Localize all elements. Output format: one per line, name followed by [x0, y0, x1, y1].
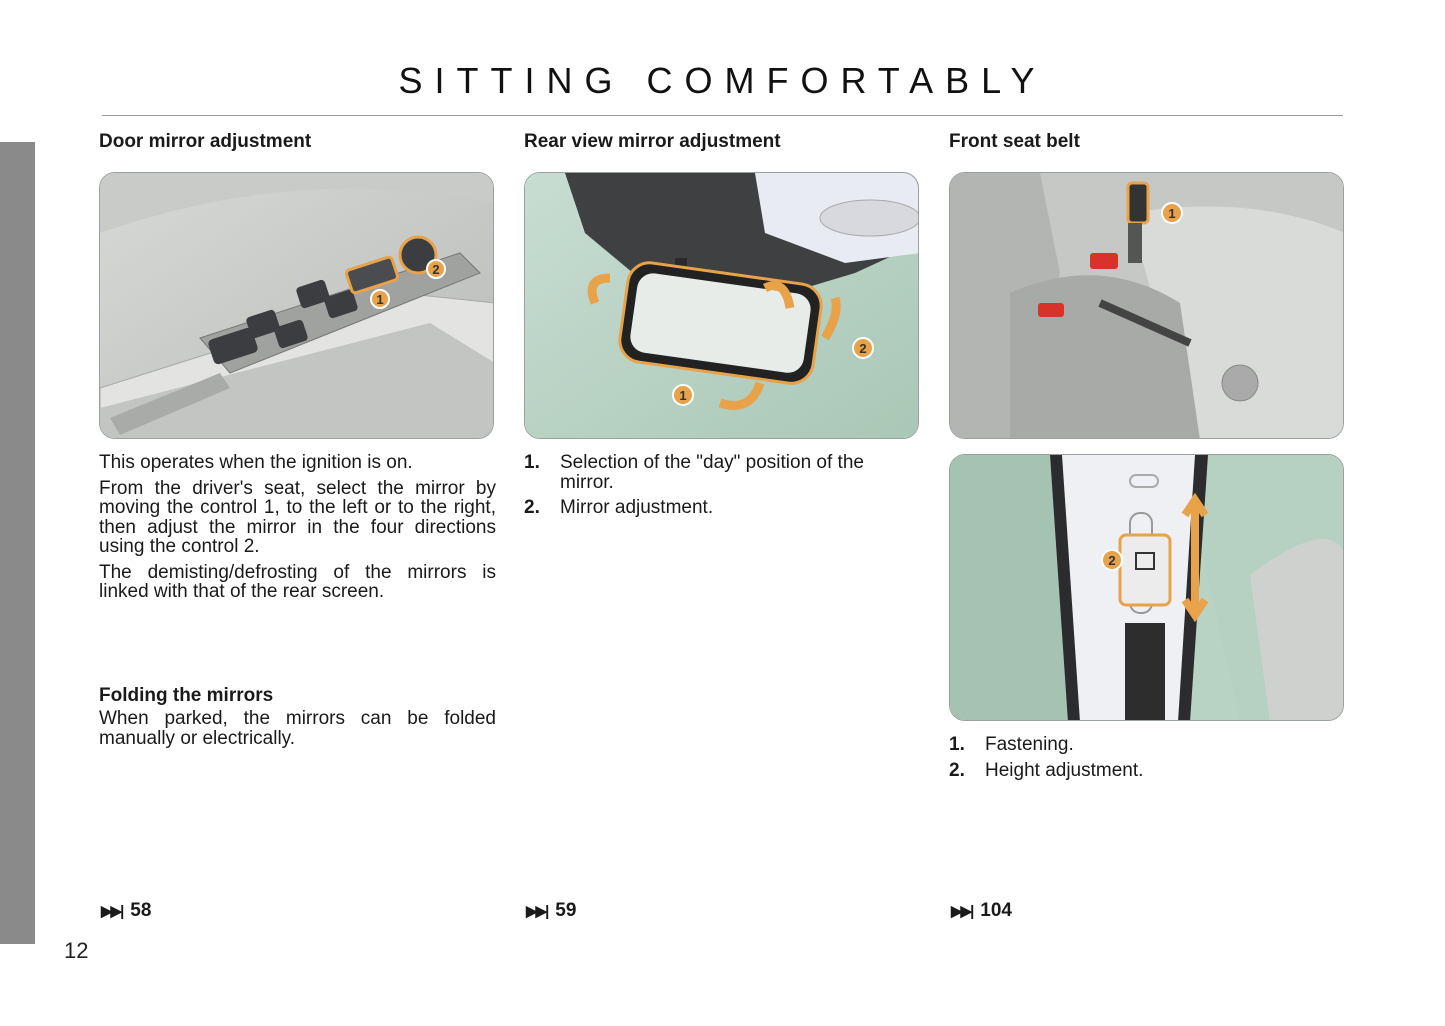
- list-item: 2. Mirror adjustment.: [524, 497, 714, 518]
- list-item: 2. Height adjustment.: [949, 759, 1144, 781]
- door-mirror-illustration: [99, 172, 494, 439]
- rear-view-mirror-illustration: [524, 172, 919, 439]
- skip-forward-icon: ▶▶|: [101, 903, 123, 920]
- seat-belt-height-illustration: [949, 454, 1344, 721]
- skip-forward-icon: ▶▶|: [526, 903, 548, 920]
- list-item: 1. Fastening.: [949, 734, 1074, 755]
- door-mirror-paragraph: The demisting/defrosting of the mirrors is linked with that of the rear screen.: [99, 561, 496, 602]
- figure-label-1: 1: [1168, 206, 1176, 221]
- figure-label-2: 2: [1108, 553, 1116, 568]
- door-mirror-heading: Door mirror adjustment: [99, 131, 312, 152]
- skip-forward-icon: ▶▶|: [951, 903, 973, 920]
- rear-view-mirror-heading: Rear view mirror adjustment: [524, 131, 781, 152]
- door-mirror-paragraph: This operates when the ignition is on.: [99, 452, 413, 473]
- page-ref-58[interactable]: ▶▶| 58: [101, 900, 152, 921]
- seat-belt-buckle-illustration: [949, 172, 1344, 439]
- column-front-seat-belt: [949, 130, 1346, 786]
- figure-label-2: 2: [432, 262, 440, 277]
- title-divider: [102, 115, 1343, 116]
- front-seat-belt-heading: Front seat belt: [949, 131, 1080, 152]
- page-number: 12: [64, 938, 89, 963]
- chapter-side-tab: [0, 142, 35, 944]
- list-item: 1. Selection of the "day" position of the mirror.: [524, 452, 864, 493]
- rear-view-mirror-list: [524, 453, 921, 518]
- page-ref-104[interactable]: ▶▶| 104: [951, 900, 1012, 921]
- page-title: SITTING COMFORTABLY: [398, 60, 1047, 101]
- folding-mirrors-text: When parked, the mirrors can be folded manually or electrically.: [99, 708, 496, 749]
- front-seat-belt-list: [949, 735, 1346, 780]
- door-mirror-paragraph: From the driver's seat, select the mirror by moving the control 1, to the left or to the right, then adjust the mirror in the four directions using the control 2.: [99, 477, 496, 557]
- page-ref-59[interactable]: ▶▶| 59: [526, 900, 577, 921]
- folding-mirrors-heading: Folding the mirrors: [99, 685, 274, 706]
- figure-label-1: 1: [376, 292, 384, 307]
- figure-label-1: 1: [679, 388, 687, 403]
- column-rear-view-mirror: [524, 130, 921, 524]
- figure-label-2: 2: [859, 341, 867, 356]
- column-door-mirror: [99, 130, 496, 749]
